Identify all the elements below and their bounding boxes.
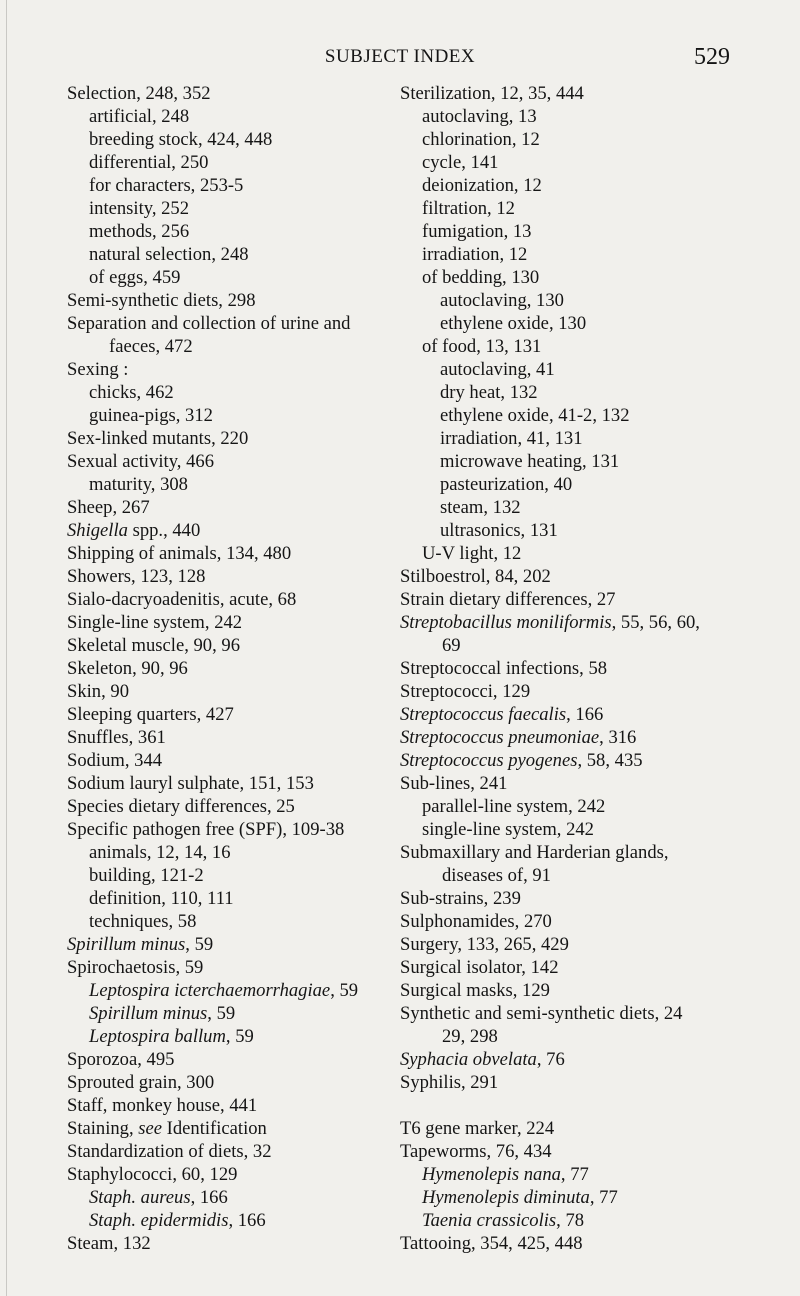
index-subentry: irradiation, 12 xyxy=(422,244,528,265)
index-subentry: ethylene oxide, 41-2, 132 xyxy=(440,405,630,426)
entry-italic-term: Streptococcus pyogenes xyxy=(400,750,578,771)
entry-italic-term: Taenia crassicolis xyxy=(422,1210,557,1231)
index-entry: Sulphonamides, 270 xyxy=(400,911,552,932)
index-subentry: dry heat, 132 xyxy=(440,382,538,403)
index-entry: Tattooing, 354, 425, 448 xyxy=(400,1233,583,1254)
index-entry: Sialo-dacryoadenitis, acute, 68 xyxy=(67,589,297,610)
page-number: 529 xyxy=(694,44,730,70)
index-entry: Sub-strains, 239 xyxy=(400,888,521,909)
index-subentry: single-line system, 242 xyxy=(422,819,594,840)
index-entry: Separation and collection of urine and xyxy=(67,313,351,334)
entry-text: , 166 xyxy=(566,704,604,725)
entry-italic-term: Syphacia obvelata xyxy=(400,1049,537,1070)
index-subentry: differential, 250 xyxy=(89,152,209,173)
index-subentry: deionization, 12 xyxy=(422,175,542,196)
index-entry: Semi-synthetic diets, 298 xyxy=(67,290,256,311)
entry-text: , 77 xyxy=(560,1164,589,1185)
entry-text: spp., 440 xyxy=(127,520,201,541)
index-entry: Sub-lines, 241 xyxy=(400,773,508,794)
entry-text: , 78 xyxy=(556,1210,585,1231)
index-entry: Standardization of diets, 32 xyxy=(67,1141,272,1162)
index-entry xyxy=(67,519,387,542)
index-entry: Species dietary differences, 25 xyxy=(67,796,295,817)
index-subentry: of bedding, 130 xyxy=(422,267,540,288)
index-entry: Sleeping quarters, 427 xyxy=(67,704,234,725)
index-subentry: natural selection, 248 xyxy=(89,244,249,265)
entry-italic-term: Leptospira ballum xyxy=(89,1026,226,1047)
entry-italic-term: Staph. epidermidis xyxy=(89,1210,229,1231)
index-entry: Tapeworms, 76, 434 xyxy=(400,1141,552,1162)
index-subentry: parallel-line system, 242 xyxy=(422,796,606,817)
index-entry xyxy=(400,611,736,634)
index-subentry: guinea-pigs, 312 xyxy=(89,405,213,426)
index-subentry: autoclaving, 13 xyxy=(422,106,537,127)
entry-text: Staining, xyxy=(67,1118,139,1139)
index-subentry: chicks, 462 xyxy=(89,382,174,403)
index-subentry: U-V light, 12 xyxy=(422,543,522,564)
entry-text: , 55, 56, 60, xyxy=(611,612,700,633)
index-entry-continuation: 69 xyxy=(442,635,461,656)
index-entry xyxy=(67,1117,387,1140)
index-entry xyxy=(400,1048,736,1071)
index-entry: Spirochaetosis, 59 xyxy=(67,957,204,978)
index-subentry: autoclaving, 130 xyxy=(440,290,564,311)
index-subentry xyxy=(67,1002,387,1025)
entry-italic-term: Hymenolepis nana xyxy=(422,1164,561,1185)
index-entry: Single-line system, 242 xyxy=(67,612,243,633)
index-subentry xyxy=(67,1186,387,1209)
index-entry-continuation: faeces, 472 xyxy=(109,336,193,357)
entry-text: Identification xyxy=(162,1118,267,1139)
entry-text: , 166 xyxy=(228,1210,266,1231)
entry-text: , 59 xyxy=(225,1026,254,1047)
index-entry: Sterilization, 12, 35, 444 xyxy=(400,83,584,104)
entry-italic-term: Shigella xyxy=(67,520,128,541)
index-entry xyxy=(67,933,387,956)
index-entry: Staphylococci, 60, 129 xyxy=(67,1164,238,1185)
index-entry: Sexual activity, 466 xyxy=(67,451,214,472)
entry-text: , 59 xyxy=(185,934,214,955)
index-entry: Surgical isolator, 142 xyxy=(400,957,559,978)
index-entry: Synthetic and semi-synthetic diets, 24 xyxy=(400,1003,683,1024)
index-entry xyxy=(400,726,736,749)
entry-text: , 166 xyxy=(190,1187,228,1208)
index-entry: Sodium lauryl sulphate, 151, 153 xyxy=(67,773,314,794)
entry-italic-term: Spirillum minus xyxy=(89,1003,208,1024)
running-header: SUBJECT INDEX xyxy=(324,46,476,67)
index-entry: Sodium, 344 xyxy=(67,750,163,771)
index-entry: T6 gene marker, 224 xyxy=(400,1118,555,1139)
entry-italic-term: Streptobacillus moniliformis xyxy=(400,612,612,633)
page-edge xyxy=(6,0,7,1296)
index-entry: Sex-linked mutants, 220 xyxy=(67,428,249,449)
index-entry: Snuffles, 361 xyxy=(67,727,166,748)
index-subentry: definition, 110, 111 xyxy=(89,888,234,909)
index-entry: Skin, 90 xyxy=(67,681,129,702)
index-subentry: irradiation, 41, 131 xyxy=(440,428,583,449)
entry-italic-term: Streptococcus faecalis xyxy=(400,704,567,725)
index-subentry: intensity, 252 xyxy=(89,198,190,219)
index-subentry: animals, 12, 14, 16 xyxy=(89,842,231,863)
index-entry: Streptococcal infections, 58 xyxy=(400,658,608,679)
index-subentry: pasteurization, 40 xyxy=(440,474,573,495)
index-subentry: ultrasonics, 131 xyxy=(440,520,558,541)
entry-text: , 58, 435 xyxy=(577,750,643,771)
index-entry: Skeleton, 90, 96 xyxy=(67,658,188,679)
index-subentry: fumigation, 13 xyxy=(422,221,532,242)
index-subentry: techniques, 58 xyxy=(89,911,197,932)
index-entry: Selection, 248, 352 xyxy=(67,83,211,104)
entry-text: , 59 xyxy=(330,980,359,1001)
index-section-gap xyxy=(400,1094,736,1117)
index-subentry: microwave heating, 131 xyxy=(440,451,620,472)
index-entry: Sexing : xyxy=(67,359,129,380)
index-subentry xyxy=(67,1025,387,1048)
entry-italic-term: Spirillum minus xyxy=(67,934,186,955)
index-subentry: methods, 256 xyxy=(89,221,190,242)
index-subentry: chlorination, 12 xyxy=(422,129,540,150)
index-subentry: steam, 132 xyxy=(440,497,521,518)
index-subentry: cycle, 141 xyxy=(422,152,499,173)
entry-italic-term: Streptococcus pneumoniae xyxy=(400,727,600,748)
index-entry: Sporozoa, 495 xyxy=(67,1049,175,1070)
index-column-left xyxy=(67,82,387,1255)
index-subentry: of eggs, 459 xyxy=(89,267,181,288)
index-entry xyxy=(400,749,736,772)
index-subentry xyxy=(400,1209,736,1232)
index-entry: Stilboestrol, 84, 202 xyxy=(400,566,551,587)
index-subentry: breeding stock, 424, 448 xyxy=(89,129,273,150)
index-entry: Surgical masks, 129 xyxy=(400,980,550,1001)
index-entry xyxy=(400,703,736,726)
index-subentry: ethylene oxide, 130 xyxy=(440,313,587,334)
entry-italic-term: Hymenolepis diminuta xyxy=(422,1187,590,1208)
index-entry: Staff, monkey house, 441 xyxy=(67,1095,258,1116)
entry-text: , 59 xyxy=(207,1003,236,1024)
index-entry: Specific pathogen free (SPF), 109-38 xyxy=(67,819,345,840)
entry-italic-term: Leptospira icterchaemorrhagiae xyxy=(89,980,331,1001)
entry-italic-term: Staph. aureus xyxy=(89,1187,191,1208)
index-subentry xyxy=(67,1209,387,1232)
index-entry-continuation: 29, 298 xyxy=(442,1026,498,1047)
index-entry: Syphilis, 291 xyxy=(400,1072,499,1093)
entry-text: , 76 xyxy=(536,1049,565,1070)
index-entry: Steam, 132 xyxy=(67,1233,151,1254)
index-entry: Surgery, 133, 265, 429 xyxy=(400,934,569,955)
index-entry: Sprouted grain, 300 xyxy=(67,1072,215,1093)
index-subentry: for characters, 253-5 xyxy=(89,175,244,196)
index-subentry: artificial, 248 xyxy=(89,106,190,127)
index-subentry: autoclaving, 41 xyxy=(440,359,555,380)
index-entry-continuation: diseases of, 91 xyxy=(442,865,551,886)
index-entry: Showers, 123, 128 xyxy=(67,566,206,587)
index-subentry: maturity, 308 xyxy=(89,474,188,495)
index-subentry xyxy=(400,1186,736,1209)
index-subentry: building, 121-2 xyxy=(89,865,204,886)
entry-text: , 316 xyxy=(599,727,637,748)
index-entry: Streptococci, 129 xyxy=(400,681,531,702)
index-entry: Skeletal muscle, 90, 96 xyxy=(67,635,240,656)
index-entry: Sheep, 267 xyxy=(67,497,150,518)
index-column-right xyxy=(400,82,736,1255)
index-subentry xyxy=(400,1163,736,1186)
index-entry: Shipping of animals, 134, 480 xyxy=(67,543,292,564)
index-subentry xyxy=(67,979,387,1002)
index-subentry: filtration, 12 xyxy=(422,198,515,219)
index-entry: Strain dietary differences, 27 xyxy=(400,589,616,610)
index-entry: Submaxillary and Harderian glands, xyxy=(400,842,669,863)
index-subentry: of food, 13, 131 xyxy=(422,336,542,357)
entry-text: , 77 xyxy=(589,1187,618,1208)
entry-italic-term: see xyxy=(138,1118,163,1139)
